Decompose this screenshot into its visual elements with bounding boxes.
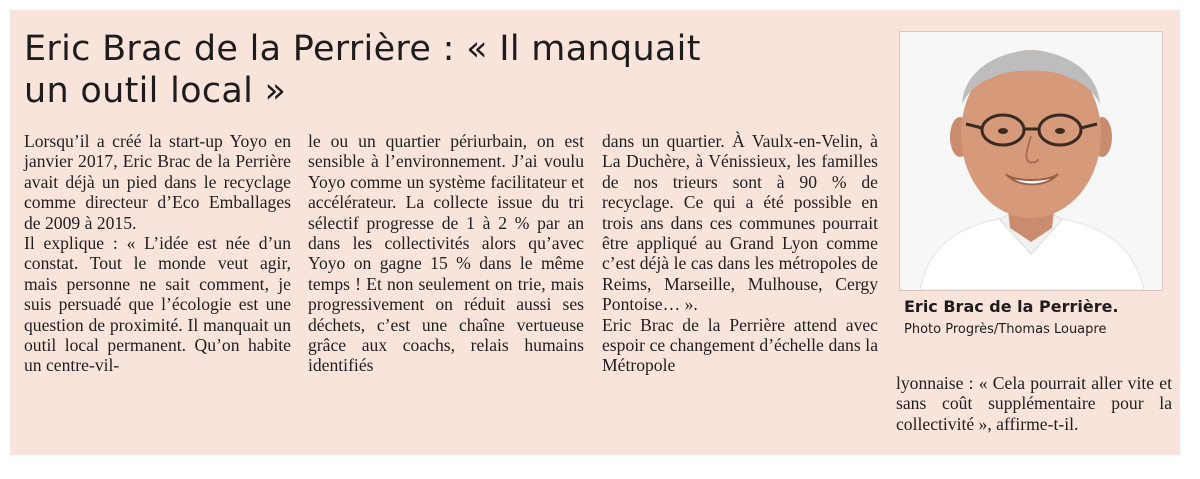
caption-credit: Photo Progrès/Thomas Louapre	[904, 322, 1107, 337]
photo-caption	[904, 296, 1174, 340]
headline-line-2: un outil local »	[24, 71, 287, 111]
caption-name: Eric Brac de la Perrière.	[904, 297, 1119, 316]
paragraph: le ou un quartier périurbain, on est sensible à l’environnement. J’ai voulu Yoyo comme un système facilitateur et accélérateur. La collecte issue du tri sélectif progresse de 1 à 2 % par an dans les collectivités alors qu’avec Yoyo on gagne 15 % dans le même temps ! Et non seulement on trie, mais progressivement on réduit aussi ses déchets, c’est une chaîne vertueuse grâce aux coachs, relais humains identifiés	[308, 131, 584, 376]
paragraph: dans un quartier. À Vaulx-en-Velin, à La Duchère, à Vénissieux, les familles de nos trieurs sont à 90 % de recyclage. Ce qui a été possible en trois ans dans ces communes pourrait être appliqué au Grand Lyon comme c’est déjà le cas dans les métropoles de Reims, Marseille, Mulhouse, Cergy Pontoise… ».	[602, 131, 878, 315]
paragraph: Il explique : « L’idée est née d’un constat. Tout le monde veut agir, mais personne ne sait comment, je suis persuadé que l’écologie est une question de proximité. Il manquait un outil local permanent. Qu’on habite un centre-vil-	[24, 233, 291, 376]
article-headline	[24, 28, 844, 112]
headline-line-1: Eric Brac de la Perrière : « Il manquait	[24, 29, 701, 69]
article-column-1	[24, 131, 291, 376]
article-column-4	[896, 373, 1172, 434]
portrait-illustration	[900, 32, 1162, 290]
paragraph: lyonnaise : « Cela pourrait aller vite et sans coût supplémentaire pour la collectivité », affirme-t-il.	[896, 373, 1172, 434]
article-column-2	[308, 131, 584, 376]
paragraph: Eric Brac de la Perrière attend avec espoir ce changement d’échelle dans la Métropole	[602, 314, 878, 376]
article-column-3	[602, 131, 878, 376]
paragraph: Lorsqu’il a créé la start-up Yoyo en janvier 2017, Eric Brac de la Perrière avait déjà un pied dans le recyclage comme directeur d’Eco Emballages de 2009 à 2015.	[24, 131, 291, 233]
portrait-photo	[900, 32, 1162, 290]
